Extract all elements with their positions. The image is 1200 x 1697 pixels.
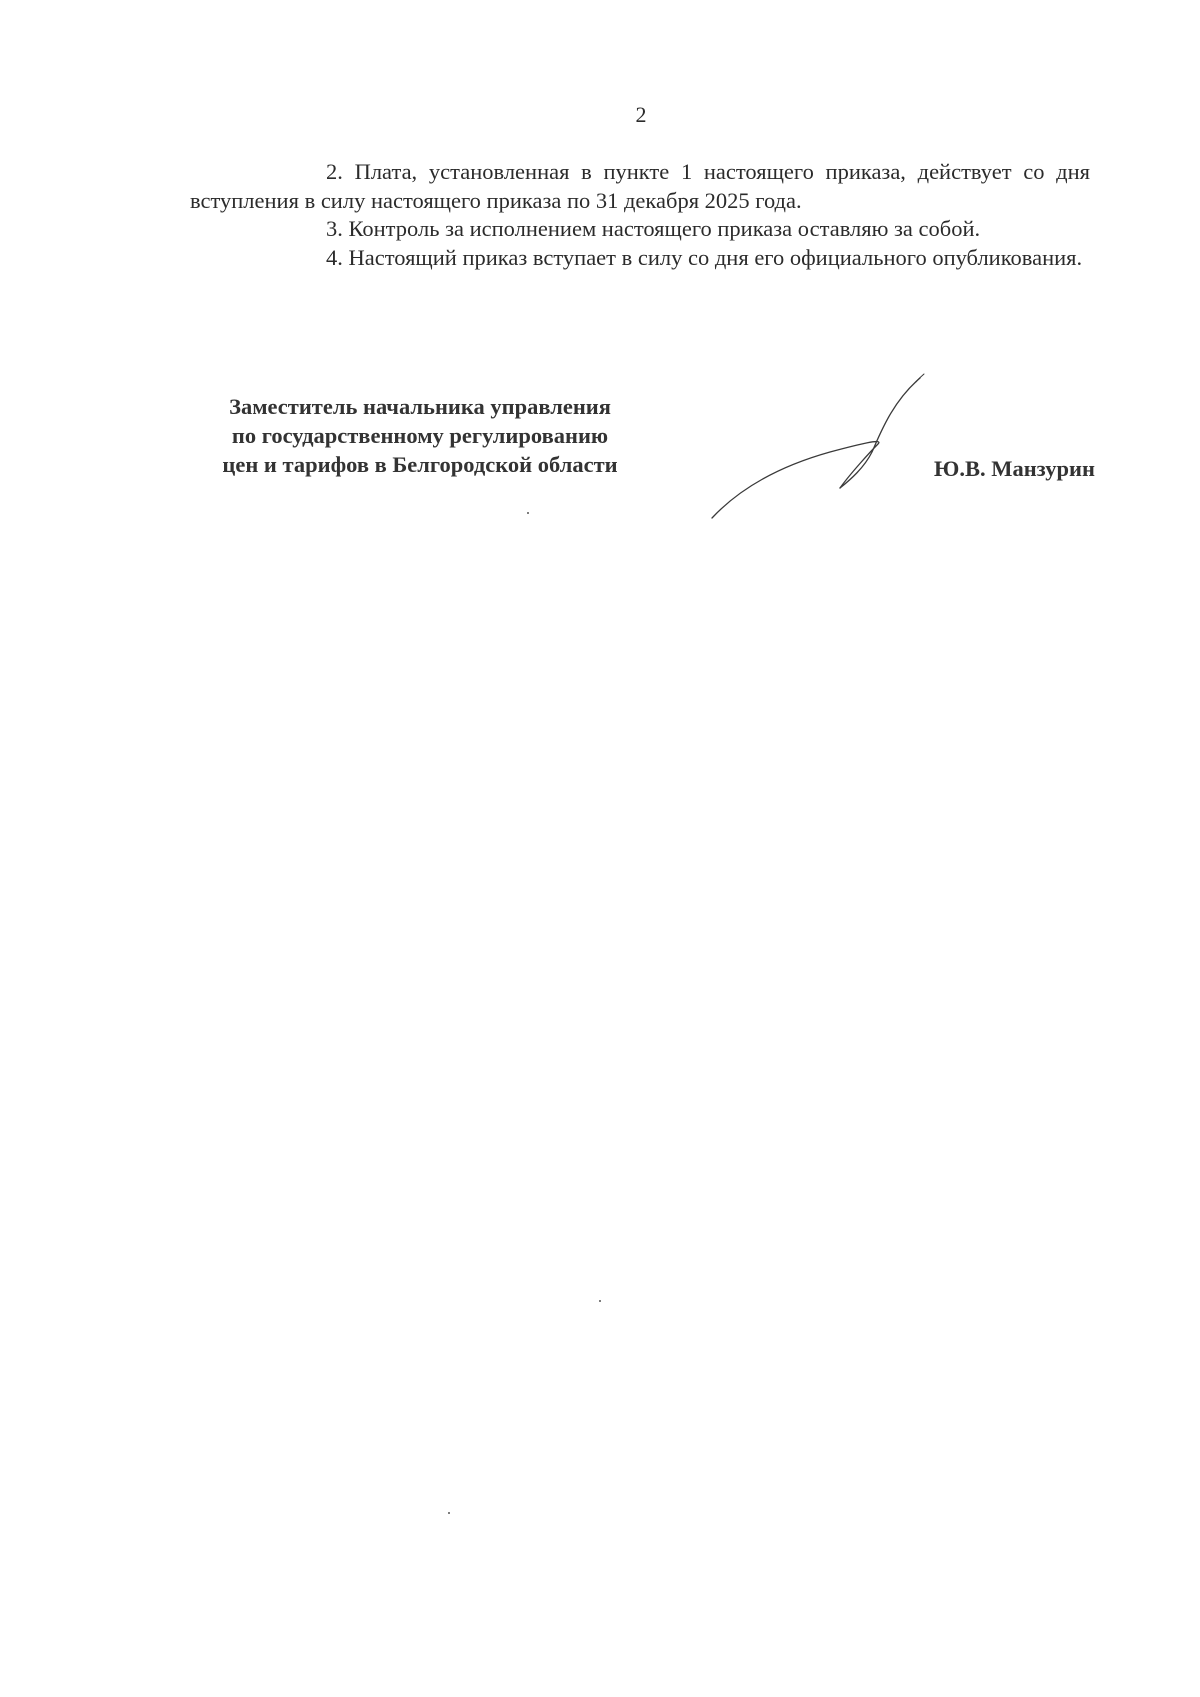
paragraph-text: Плата, установленная в пункте 1 настоящего приказа, действует со дня вступления в силу настоящего приказа по 31 декабря 2025 года. xyxy=(190,159,1091,213)
paragraph-text: Контроль за исполнением настоящего приказа оставляю за собой. xyxy=(348,216,981,241)
paragraph-3 xyxy=(190,215,1090,244)
paragraph-text: Настоящий приказ вступает в силу со дня его официального опубликования. xyxy=(348,244,1083,270)
signature-stroke xyxy=(712,442,879,518)
signature-stroke xyxy=(916,374,924,382)
page-number: 2 xyxy=(635,102,647,127)
scan-speck xyxy=(599,1300,601,1302)
paragraph-number: 3. xyxy=(326,216,343,241)
position-line: цен и тарифов в Белгородской области xyxy=(222,452,618,477)
document-body xyxy=(190,158,1090,272)
position-line: Заместитель начальника управления xyxy=(229,394,611,419)
handwritten-signature xyxy=(700,372,940,532)
paragraph-number: 4. xyxy=(326,244,343,270)
position-line: по государственному регулированию xyxy=(231,423,609,448)
signer-name: Ю.В. Манзурин xyxy=(934,456,1095,481)
scan-speck xyxy=(527,512,529,514)
scan-speck xyxy=(448,1512,450,1514)
signature-stroke xyxy=(840,378,920,488)
paragraph-4 xyxy=(190,244,1090,273)
paragraph-number: 2. xyxy=(326,159,343,184)
paragraph-2 xyxy=(190,158,1090,215)
signatory-position xyxy=(190,392,650,479)
